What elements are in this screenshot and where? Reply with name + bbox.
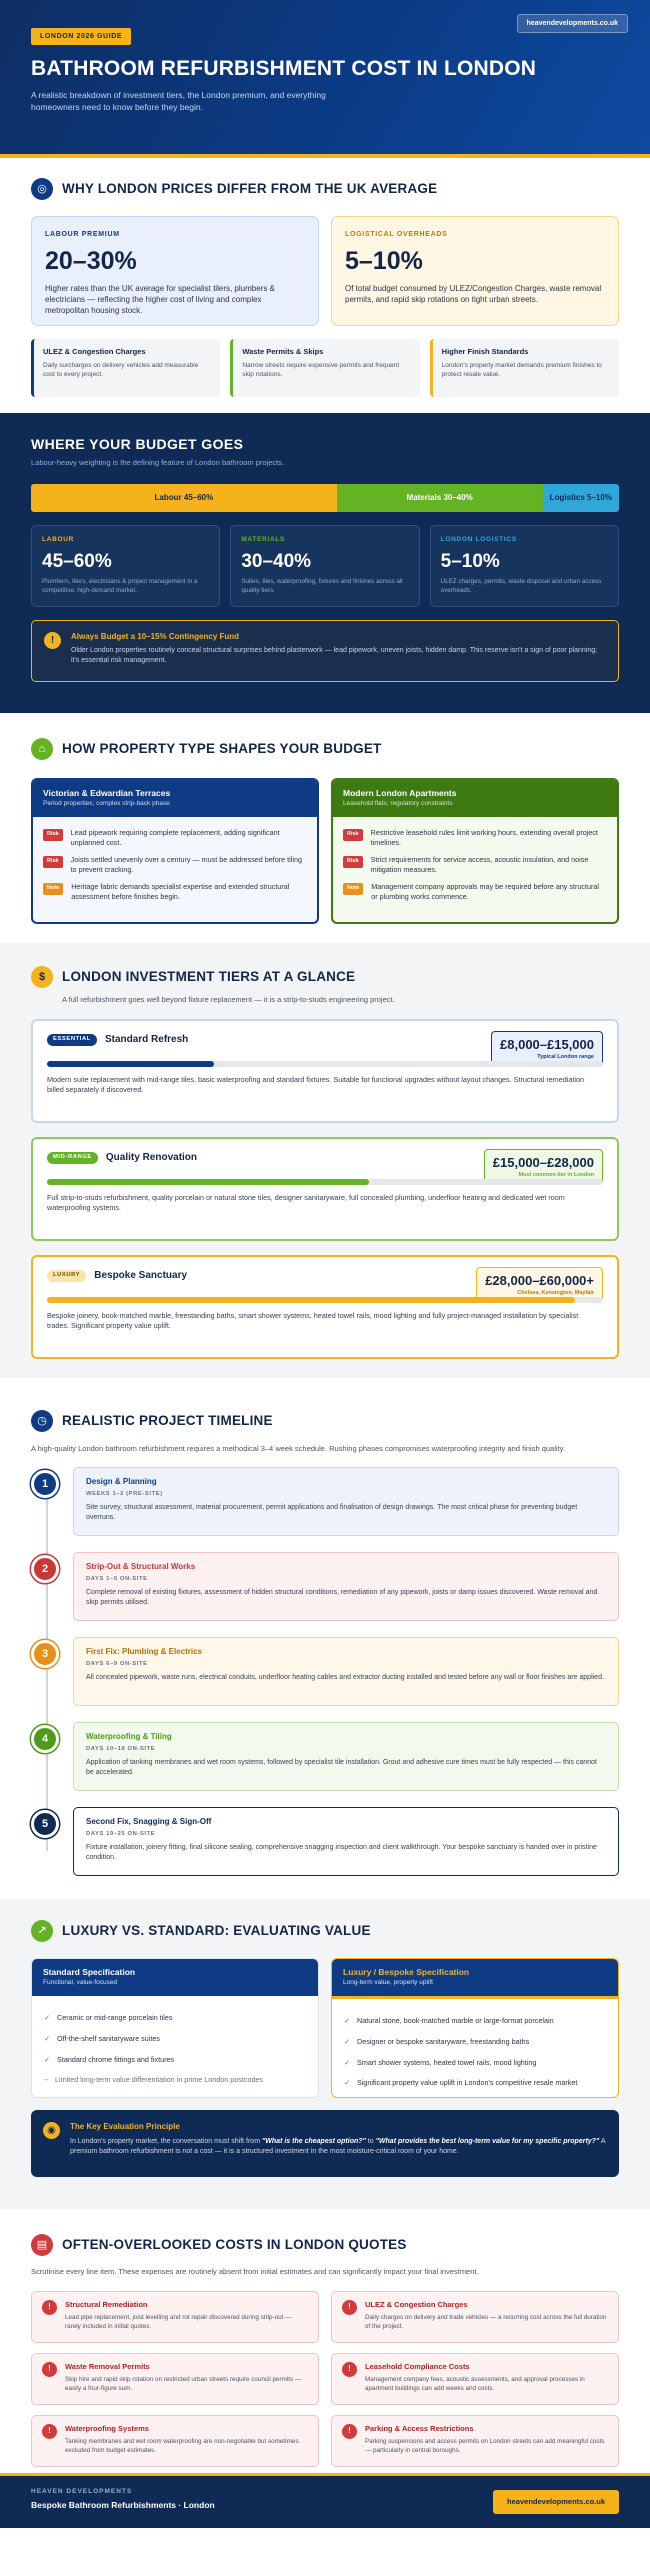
risk-badge: Risk (343, 856, 363, 867)
card-subtitle: Long-term value, property uplift (343, 1979, 433, 1987)
check-icon: ✓ (344, 2036, 351, 2046)
cost-text: Parking suspensions and access permits on London streets can add meaningful costs — particularly in central boroughs. (365, 2438, 605, 2455)
spec-text: Designer or bespoke sanitaryware, freestanding baths (357, 2036, 530, 2046)
spec-item (344, 2078, 606, 2088)
page-subtitle: A realistic breakdown of investment tiers, the London premium, and everything homeowners need to know before they begin. (31, 90, 326, 113)
budget-split-bar (31, 484, 619, 512)
logistical-overheads-card (331, 216, 619, 326)
callout-text: Older London properties routinely conceal structural surprises behind plasterwork — lead pipework, uneven joists, hidden damp. This reserve isn't a sign of poor planning; it's essential risk management. (71, 646, 598, 664)
site-link[interactable]: heavendevelopments.co.uk (517, 14, 628, 33)
budget-bar-segment: Logistics 5–10% (543, 484, 619, 512)
property-type-card (31, 778, 319, 924)
spec-text: Standard chrome fittings and fixtures (57, 2054, 175, 2064)
tier-name: Standard Refresh (104, 1034, 189, 1046)
tier-description: Bespoke joinery, book-matched marble, freestanding baths, smart shower systems, heated towel rails, mood lighting and fully project-managed installation by specialist trades. Significant property value uplift. (47, 1310, 579, 1330)
tier-price-note: Most common tier in London (518, 1171, 594, 1178)
labour-budget-card (31, 525, 220, 607)
timeline-step (31, 1807, 619, 1876)
card-text: Of total budget consumed by ULEZ/Congestion Charges, waste removal permits, and rapid skip rotations on tight urban streets. (345, 284, 602, 305)
card-text: Plumbers, tilers, electricians & project management in a competitive, high-demand market. (42, 578, 198, 594)
step-days: DAYS 6–9 ON-SITE (86, 1660, 148, 1667)
card-title: Standard Specification (43, 1967, 136, 1977)
cost-text: Skip hire and rapid skip rotation on restricted urban streets require council permits — easily a four-figure sum. (65, 2376, 302, 2393)
footer-brand: Bespoke Bathroom Refurbishments · London (31, 2499, 215, 2510)
step-days: DAYS 10–18 ON-SITE (86, 1745, 156, 1752)
card-text: ULEZ charges, permits, waste disposal and urban access overheads. (440, 578, 602, 594)
step-number: 5 (31, 1810, 59, 1838)
step-number: 4 (31, 1725, 59, 1753)
trend-up-icon: ↗ (31, 1920, 53, 1942)
alert-icon: ! (42, 2362, 57, 2377)
section-subtitle: Scrutinise every line item. These expenses are routinely absent from initial estimates and can significantly impact your final investment. (31, 2267, 479, 2276)
step-number: 2 (31, 1555, 59, 1583)
tier-progress-fill (47, 1297, 575, 1303)
risk-badge: Note (343, 883, 363, 894)
tier-card (31, 1019, 619, 1123)
warning-icon: ! (44, 632, 61, 649)
tier-card (31, 1137, 619, 1241)
investment-tiers-section (0, 943, 650, 1378)
check-icon: ✓ (44, 2054, 51, 2064)
page-title: BATHROOM REFURBISHMENT COST IN LONDON (31, 57, 537, 81)
ulez-mini-card (31, 339, 220, 397)
document-icon: ▤ (31, 2234, 53, 2256)
finish-standards-mini-card (430, 339, 619, 397)
cost-title: Parking & Access Restrictions (365, 2424, 474, 2434)
risk-text: Joists settled unevenly over a century — must be addressed before tiling to prevent cracking. (70, 855, 302, 875)
spec-text: Ceramic or mid-range porcelain tiles (57, 2013, 173, 2023)
alert-icon: ! (42, 2424, 57, 2439)
tier-price: £8,000–£15,000 (500, 1037, 594, 1053)
mini-text: Daily surcharges on delivery vehicles add measurable cost to every project. (43, 362, 199, 379)
guide-tag: LONDON 2026 GUIDE (31, 28, 131, 45)
pound-icon: $ (31, 966, 53, 988)
tier-price-note: Chelsea, Kensington, Mayfair (517, 1289, 594, 1296)
card-label: LOGISTICAL OVERHEADS (345, 231, 448, 238)
mini-title: Higher Finish Standards (441, 347, 529, 356)
spec-text: Natural stone, book-matched marble or large-format porcelain (357, 2016, 554, 2026)
step-number: 3 (31, 1640, 59, 1668)
card-value: 20–30% (45, 247, 137, 276)
card-label: LABOUR PREMIUM (45, 231, 120, 238)
risk-text: Strict requirements for service access, acoustic insulation, and noise mitigation measures. (370, 855, 589, 875)
risk-item (33, 882, 317, 902)
risk-item (333, 855, 617, 875)
cost-title: Structural Remediation (65, 2300, 148, 2310)
overlooked-cost-card (31, 2415, 319, 2467)
step-days: DAYS 1–5 ON-SITE (86, 1575, 148, 1582)
card-title: Luxury / Bespoke Specification (343, 1967, 470, 1977)
risk-badge: Risk (43, 856, 63, 867)
step-title: First Fix: Plumbing & Electrics (86, 1647, 203, 1657)
section-title: LUXURY VS. STANDARD: EVALUATING VALUE (62, 1922, 371, 1938)
mini-text: London's property market demands premium finishes to protect resale value. (441, 362, 602, 379)
cost-text: Management company fees, acoustic assessments, and approval processes in apartment buildings can add weeks and costs. (365, 2376, 585, 2393)
card-title: Modern London Apartments (343, 788, 457, 798)
home-icon: ⌂ (31, 738, 53, 760)
card-value: 45–60% (42, 550, 112, 572)
timeline-section (0, 1378, 650, 1899)
check-icon: ✓ (344, 2078, 351, 2088)
overlooked-cost-card (31, 2353, 319, 2405)
mini-text: Narrow streets require expensive permits and frequent skip rotations. (242, 362, 400, 379)
alert-icon: ! (342, 2362, 357, 2377)
card-subtitle: Leasehold flats; regulatory constraints (343, 800, 453, 808)
section-title: WHERE YOUR BUDGET GOES (31, 436, 244, 452)
key-principle-callout (31, 2110, 619, 2177)
tier-pill: LUXURY (47, 1270, 86, 1282)
contingency-callout (31, 620, 619, 682)
hero-banner (0, 0, 650, 158)
spec-item (344, 2058, 606, 2068)
step-number: 1 (31, 1470, 59, 1498)
property-type-section (0, 713, 650, 943)
target-icon: ◎ (31, 178, 53, 200)
labour-premium-card (31, 216, 319, 326)
tier-pill: ESSENTIAL (47, 1034, 97, 1046)
card-title: Victorian & Edwardian Terraces (43, 788, 171, 798)
section-title: WHY LONDON PRICES DIFFER FROM THE UK AVERAGE (62, 180, 438, 196)
minus-icon: – (44, 2075, 48, 2085)
tier-price-note: Typical London range (537, 1053, 594, 1060)
card-value: 30–40% (241, 550, 312, 572)
tier-description: Full strip-to-studs refurbishment, quality porcelain or natural stone tiles, designer sanitaryware, full concealed plumbing, underfloor heating and dedicated wet room waterproofing systems. (47, 1192, 565, 1212)
risk-item (33, 855, 317, 875)
step-text: Application of tanking membranes and wet room systems, followed by specialist tile installation. Grout and adhesive cure times must be fully respected — this cannot be accelerated. (86, 1758, 597, 1776)
cost-title: Waste Removal Permits (65, 2362, 150, 2372)
check-icon: ✓ (44, 2033, 51, 2043)
card-label: LONDON LOGISTICS (440, 536, 517, 544)
risk-text: Management company approvals may be required before any structural or plumbing works commence. (371, 882, 599, 902)
section-title: OFTEN-OVERLOOKED COSTS IN LONDON QUOTES (62, 2236, 407, 2252)
waste-permits-mini-card (230, 339, 419, 397)
spec-item (44, 2013, 306, 2023)
tier-progress-fill (47, 1179, 369, 1185)
cost-text: Daily charges on delivery and trade vehicles — a recurring cost across the full duration of the project. (365, 2314, 607, 2331)
section-subtitle: A high-quality London bathroom refurbishment requires a methodical 3–4 week schedule. Rushing phases compromises waterproofing integrity and finish quality. (31, 1444, 565, 1453)
spec-item (344, 2016, 606, 2026)
alert-icon: ! (342, 2424, 357, 2439)
cost-title: ULEZ & Congestion Charges (365, 2300, 468, 2310)
overlooked-cost-card (331, 2415, 619, 2467)
tier-price: £15,000–£28,000 (492, 1155, 594, 1171)
tier-price: £28,000–£60,000+ (485, 1273, 594, 1289)
budget-bar-segment: Labour 45–60% (31, 484, 337, 512)
spec-item (44, 2034, 306, 2044)
step-text: All concealed pipework, waste runs, electrical conduits, underfloor heating cables and extractor ducting installed and tested before any wall or floor finishes are applied. (86, 1673, 604, 1681)
section-title: HOW PROPERTY TYPE SHAPES YOUR BUDGET (62, 740, 382, 756)
alert-icon: ! (42, 2300, 57, 2315)
tier-name: Bespoke Sanctuary (94, 1270, 188, 1282)
card-value: 5–10% (440, 550, 500, 572)
step-text: Complete removal of existing fixtures, assessment of hidden structural conditions, remediation of any pipework, joists or damp issues discovered. Waste removal and skip permits utilised. (86, 1588, 598, 1606)
timeline-step (31, 1637, 619, 1706)
check-icon: ✓ (344, 2016, 351, 2026)
overlooked-cost-card (331, 2353, 619, 2405)
logistics-budget-card (430, 525, 619, 607)
overlooked-costs-section (0, 2209, 650, 2473)
overlooked-cost-card (331, 2291, 619, 2343)
tier-progress-fill (47, 1061, 214, 1067)
risk-item (333, 882, 617, 902)
timeline-step (31, 1722, 619, 1791)
luxury-spec-card (331, 1958, 619, 2098)
risk-text: Heritage fabric demands specialist expertise and extended structural assessment before finishes begin. (71, 882, 290, 902)
risk-badge: Risk (343, 829, 363, 840)
bulb-icon: ◉ (43, 2122, 60, 2139)
tier-card (31, 1255, 619, 1359)
website-button[interactable]: heavendevelopments.co.uk (493, 2490, 619, 2514)
spec-text: Smart shower systems, heated towel rails, mood lighting (357, 2057, 537, 2067)
mini-title: ULEZ & Congestion Charges (43, 347, 146, 356)
tier-progress-track (47, 1061, 603, 1067)
spec-text: Limited long-term value differentiation in prime London postcodes (55, 2075, 264, 2085)
card-text: Higher rates than the UK average for specialist tilers, plumbers & electricians — reflecting the higher cost of living and complex metropolitan housing stock. (45, 284, 275, 316)
tier-name: Quality Renovation (105, 1152, 198, 1164)
risk-item (33, 828, 317, 848)
callout-title: The Key Evaluation Principle (70, 2122, 180, 2131)
card-label: LABOUR (42, 536, 75, 544)
card-subtitle: Functional, value-focused (43, 1979, 118, 1987)
overlooked-cost-card (31, 2291, 319, 2343)
budget-bar-segment: Materials 30–40% (337, 484, 543, 512)
step-title: Design & Planning (86, 1477, 157, 1487)
timeline-step (31, 1552, 619, 1621)
cost-text: Lead pipe replacement, joist levelling and rot repair discovered during strip-out — rarely included in initial quotes. (65, 2314, 292, 2331)
tier-progress-track (47, 1297, 603, 1303)
card-subtitle: Period properties; complex strip-back phase (43, 800, 170, 808)
standard-spec-card (31, 1958, 319, 2098)
step-title: Waterproofing & Tiling (86, 1732, 172, 1742)
cost-text: Tanking membranes and wet room waterproofing are non-negotiable but sometimes excluded from budget estimates. (65, 2438, 299, 2455)
footer-brand-small: HEAVEN DEVELOPMENTS (31, 2488, 133, 2495)
spec-text: Significant property value uplift in London's competitive resale market (357, 2078, 578, 2088)
section-subtitle: A full refurbishment goes well beyond fixture replacement — it is a strip-to-studs engineering project. (62, 995, 395, 1004)
mini-title: Waste Permits & Skips (242, 347, 324, 356)
step-text: Fixture installation, joinery fitting, final silicone sealing, comprehensive snagging inspection and client walkthrough. Your bespoke sanctuary is handed over in pristine condition. (86, 1843, 597, 1861)
step-title: Strip-Out & Structural Works (86, 1562, 196, 1572)
risk-badge: Note (43, 883, 63, 894)
risk-item (333, 828, 617, 848)
step-days: DAYS 19–25 ON-SITE (86, 1830, 156, 1837)
card-value: 5–10% (345, 247, 423, 276)
check-icon: ✓ (344, 2057, 351, 2067)
tier-description: Modern suite replacement with mid-range tiles, basic waterproofing and standard fixtures. Suitable for functional upgrades without layout changes. Structural remediation billed separately if discovered. (47, 1074, 584, 1094)
property-type-card (331, 778, 619, 924)
spec-text: Off-the-shelf sanitaryware suites (57, 2033, 160, 2043)
why-london-section (0, 158, 650, 413)
risk-text: Restrictive leasehold rules limit working hours, extending overall project timelines. (370, 828, 598, 848)
step-days: WEEKS 1–2 (PRE-SITE) (86, 1490, 163, 1497)
alert-icon: ! (342, 2300, 357, 2315)
tier-progress-track (47, 1179, 603, 1185)
clock-icon: ◷ (31, 1410, 53, 1432)
section-subtitle: Labour-heavy weighting is the defining feature of London bathroom projects. (31, 457, 285, 467)
card-label: MATERIALS (241, 536, 286, 544)
spec-item (44, 2055, 306, 2065)
callout-text: In London's property market, the conversation must shift from "What is the cheapest option?" to "What provides the best long-term value for my specific property?" A premium bathroom refurbishment is not a cost — it is a structured investment in the most moisture-critical room of your home. (70, 2137, 606, 2156)
spec-item (44, 2075, 306, 2085)
spec-item (344, 2037, 606, 2047)
tier-pill: MID-RANGE (47, 1152, 98, 1164)
section-title: REALISTIC PROJECT TIMELINE (62, 1412, 273, 1428)
value-section (0, 1899, 650, 2209)
risk-text: Lead pipework requiring complete replacement, adding significant unplanned cost. (70, 828, 280, 848)
materials-budget-card (230, 525, 419, 607)
step-text: Site survey, structural assessment, material procurement, permit applications and finalisation of design drawings. The most critical phase for preventing budget overruns. (86, 1503, 578, 1521)
check-icon: ✓ (44, 2013, 51, 2023)
budget-section (0, 413, 650, 713)
timeline-step (31, 1467, 619, 1536)
card-text: Suites, tiles, waterproofing, fixtures and finishes across all quality tiers. (241, 578, 403, 594)
footer (0, 2473, 650, 2528)
risk-badge: Risk (43, 829, 63, 840)
section-title: LONDON INVESTMENT TIERS AT A GLANCE (62, 968, 356, 984)
cost-title: Waterproofing Systems (65, 2424, 149, 2434)
step-title: Second Fix, Snagging & Sign-Off (86, 1817, 212, 1827)
callout-title: Always Budget a 10–15% Contingency Fund (71, 632, 240, 642)
cost-title: Leasehold Compliance Costs (365, 2362, 470, 2372)
